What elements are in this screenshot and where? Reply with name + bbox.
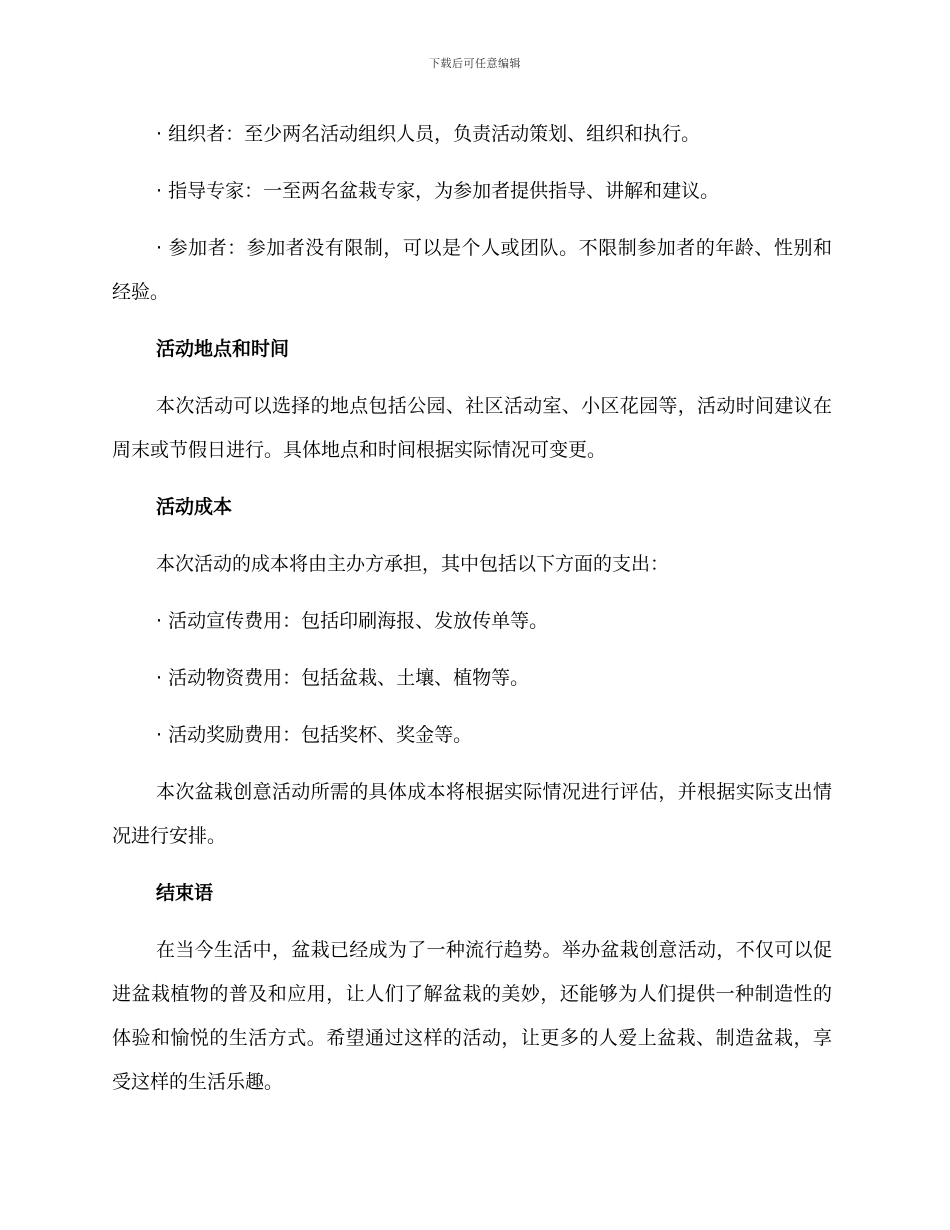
paragraph-location-time: 本次活动可以选择的地点包括公园、社区活动室、小区花园等，活动时间建议在周末或节假日进行。具体地点和时间根据实际情况可变更。 xyxy=(112,395,832,461)
section-heading-conclusion: 结束语 xyxy=(156,882,214,904)
bullet-rewards-cost: · 活动奖励费用：包括奖杯、奖金等。 xyxy=(156,724,473,746)
paragraph-conclusion: 在当今生活中，盆栽已经成为了一种流行趋势。举办盆栽创意活动，不仅可以促进盆栽植物的普及和应用，让人们了解盆栽的美妙，还能够为人们提供一种制造性的体验和愉悦的生活方式。希望通过这样的活动，让更多的人爱上盆栽、制造盆栽，享受这样的生活乐趣。 xyxy=(112,939,832,1093)
document-body xyxy=(112,112,832,1117)
bullet-organizers: · 组织者：至少两名活动组织人员，负责活动策划、组织和执行。 xyxy=(156,123,701,145)
page-header: 下载后可任意编辑 xyxy=(429,57,521,70)
bullet-promotion-cost: · 活动宣传费用：包括印刷海报、发放传单等。 xyxy=(156,610,549,632)
paragraph-cost-summary: 本次盆栽创意活动所需的具体成本将根据实际情况进行评估，并根据实际支出情况进行安排。 xyxy=(112,781,832,847)
section-heading-cost: 活动成本 xyxy=(156,496,233,518)
paragraph-cost-intro: 本次活动的成本将由主办方承担，其中包括以下方面的支出： xyxy=(156,553,670,575)
bullet-materials-cost: · 活动物资费用：包括盆栽、土壤、植物等。 xyxy=(156,667,530,689)
bullet-experts: · 指导专家：一至两名盆栽专家，为参加者提供指导、讲解和建议。 xyxy=(156,180,720,202)
section-heading-location-time: 活动地点和时间 xyxy=(156,338,290,360)
bullet-participants: · 参加者：参加者没有限制，可以是个人或团队。不限制参加者的年龄、性别和经验。 xyxy=(112,237,832,303)
